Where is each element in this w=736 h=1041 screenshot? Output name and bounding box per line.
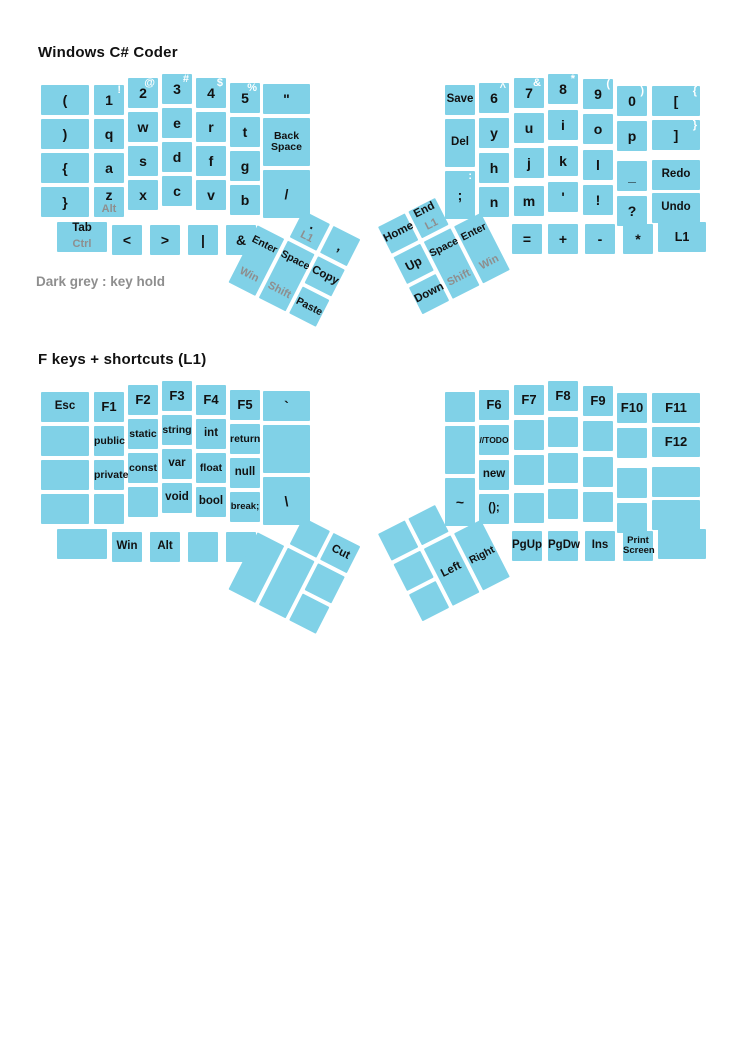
- key-shift-label: {: [692, 85, 697, 97]
- key-tap-label: Space: [278, 247, 312, 273]
- key-tap-label: const: [128, 461, 157, 474]
- key-tap-label: (: [62, 91, 68, 108]
- key-tap-label: Undo: [661, 201, 691, 214]
- key-pgdw: [548, 531, 578, 561]
- key-f1: [94, 392, 124, 422]
- key-blank: [514, 420, 544, 450]
- key-tap-label: int: [203, 427, 219, 440]
- key-l1: [658, 222, 706, 252]
- key-tap-label: [: [673, 92, 679, 109]
- key-tap-label: }: [62, 193, 68, 210]
- key-blank: [617, 428, 647, 458]
- key-tap-label: private: [94, 468, 129, 481]
- key-blank: [128, 487, 158, 517]
- key-redo: [652, 160, 700, 190]
- key-k: [548, 146, 578, 176]
- key-tap-label: Tab: [72, 222, 92, 234]
- key-blank: [41, 460, 89, 490]
- key-p: [617, 121, 647, 151]
- key-1: [94, 85, 124, 115]
- key-4: [196, 78, 226, 108]
- key-open-paren: [41, 85, 89, 115]
- key-d: [162, 142, 192, 172]
- key-shift-label: }: [692, 119, 697, 131]
- key-static: [128, 419, 158, 449]
- key-save: [445, 85, 475, 115]
- key-8: [548, 74, 578, 104]
- key-tap-label: i: [561, 116, 565, 133]
- key-tap-label: ?: [627, 202, 637, 219]
- key-shift-label: !: [117, 84, 121, 96]
- key-new: [479, 460, 509, 490]
- key-f8: [548, 381, 578, 411]
- key-shift-label: ): [640, 85, 644, 97]
- key-o: [583, 114, 613, 144]
- key-quote: [263, 84, 310, 114]
- key-blank: [617, 468, 647, 498]
- key-tap-label: 5: [241, 89, 249, 106]
- key-tap-label: {: [62, 159, 68, 176]
- key-tap-label: .: [307, 216, 319, 233]
- key-asterisk: [623, 224, 653, 254]
- key-blank: [548, 417, 578, 447]
- key-tap-label: n: [489, 193, 499, 210]
- key-f10: [617, 393, 647, 423]
- key-tap-label: Left: [439, 559, 464, 580]
- layer-title-fkeys: F keys + shortcuts (L1): [38, 351, 207, 368]
- key-tap-label: F12: [664, 434, 688, 450]
- key-tilde: [445, 478, 475, 526]
- key-shift-label: *: [570, 73, 575, 85]
- key-alt: [150, 532, 180, 562]
- key-tap-label: 2: [139, 84, 147, 101]
- key-blank: [514, 455, 544, 485]
- key-exclamation: [583, 185, 613, 215]
- key-tap-label: Del: [451, 136, 469, 149]
- key-tap-label: p: [627, 127, 637, 144]
- key-tap-label: F7: [521, 392, 537, 408]
- key-tap-label: Space: [427, 234, 461, 260]
- key-f12: [652, 427, 700, 457]
- key-tap-label: b: [240, 191, 250, 208]
- key-tap-label: l: [596, 156, 600, 173]
- key-tap-label: Home: [381, 219, 416, 245]
- key-close-paren: [41, 119, 89, 149]
- key-tap-label: u: [524, 119, 534, 136]
- key-tap-label: g: [240, 157, 250, 174]
- key-tap-label: 0: [628, 92, 636, 109]
- key-e: [162, 108, 192, 138]
- key-tap-label: s: [139, 152, 147, 169]
- key-shift-label: #: [182, 73, 189, 85]
- key-tap-label: ;: [457, 186, 463, 203]
- key-tap-label: =: [522, 230, 532, 247]
- key-tap-label: F8: [555, 388, 571, 404]
- key-close-brace: [41, 187, 89, 217]
- key-tap-label: F4: [203, 392, 219, 408]
- key-blank: [658, 529, 706, 559]
- key-j: [514, 148, 544, 178]
- key-equals: [512, 224, 542, 254]
- key-tap-label: End: [411, 199, 437, 221]
- key-m: [514, 186, 544, 216]
- key-private: [94, 460, 129, 490]
- key-shift-label: $: [216, 77, 223, 89]
- key-tap-label: !: [595, 191, 601, 208]
- key-tap-label: 6: [490, 89, 498, 106]
- key-7: [514, 78, 544, 108]
- key-tap-label: F5: [237, 397, 253, 413]
- key-f5: [230, 390, 260, 420]
- key-blank: [263, 425, 310, 473]
- key-tap-label: w: [137, 118, 149, 135]
- key-tap-label: ~: [455, 493, 465, 510]
- key-ins: [585, 531, 615, 561]
- key-tap-label: 9: [594, 85, 602, 102]
- key-win: [112, 532, 142, 562]
- key-shift-label: @: [144, 77, 155, 89]
- key-z: [94, 187, 124, 217]
- key-blank: [94, 494, 124, 524]
- key-print-screen: [623, 531, 653, 561]
- key-tap-label: bool: [198, 495, 224, 508]
- key-blank: [583, 457, 613, 487]
- key-tap-label: e: [173, 114, 181, 131]
- key-public: [94, 426, 124, 456]
- key-tap-label: |: [201, 231, 205, 248]
- key-tap-label: float: [199, 461, 223, 474]
- key-pgup: [512, 531, 542, 561]
- key-blank: [41, 426, 89, 456]
- key-blank: [652, 467, 700, 497]
- key-f3: [162, 381, 192, 411]
- key-tap-label: q: [104, 125, 114, 142]
- key-tap-label: Esc: [54, 400, 76, 413]
- key-x: [128, 180, 158, 210]
- key-tap-label: m: [522, 192, 536, 209]
- key-esc: [41, 392, 89, 422]
- key-tap-label: Win: [116, 540, 138, 553]
- legend-note: Dark grey : key hold: [36, 274, 166, 289]
- key-tap-label: f: [208, 152, 214, 169]
- key-tap-label: ): [62, 125, 68, 142]
- key-break: [230, 492, 260, 522]
- key-tap-label: x: [139, 186, 147, 203]
- key-shift-label: (: [606, 78, 610, 90]
- key-tap-label: 3: [173, 80, 181, 97]
- key-tap-label: o: [593, 120, 603, 137]
- key-var: [162, 449, 192, 479]
- key-blank: [41, 494, 89, 524]
- key-blank: [652, 500, 700, 530]
- key-close-bracket: [652, 120, 700, 150]
- key-tap-label: Down: [412, 280, 446, 306]
- key-f9: [583, 386, 613, 416]
- key-r: [196, 112, 226, 142]
- key-s: [128, 146, 158, 176]
- key-n: [479, 187, 509, 217]
- key-blank: [514, 493, 544, 523]
- key-tap-label: return: [230, 432, 261, 445]
- key-tap-label: F2: [135, 392, 151, 408]
- key-5: [230, 83, 260, 113]
- key-const: [128, 453, 158, 483]
- key-blank: [57, 529, 107, 559]
- key-blank: [583, 492, 613, 522]
- key-tap-label: >: [160, 231, 170, 248]
- key-tap-label: 1: [105, 91, 113, 108]
- key-blank: [617, 503, 647, 533]
- key-f7: [514, 385, 544, 415]
- key-shift-label: &: [533, 77, 541, 89]
- key-blank: [548, 453, 578, 483]
- key-y: [479, 118, 509, 148]
- key-todo-comment: [479, 425, 509, 455]
- key-a: [94, 153, 124, 183]
- key-backtick: [263, 391, 310, 421]
- key-tap-label: //TODO: [479, 434, 509, 445]
- key-hold-label: Ctrl: [72, 238, 92, 250]
- key-2: [128, 78, 158, 108]
- key-open-bracket: [652, 86, 700, 116]
- key-i: [548, 110, 578, 140]
- key-blank: [548, 489, 578, 519]
- key-tap-label: k: [559, 152, 567, 169]
- key-hold-label: L1: [298, 228, 316, 246]
- key-return: [230, 424, 260, 454]
- key-tap-label: static: [129, 427, 157, 440]
- key-f2: [128, 385, 158, 415]
- layer-title-base: Windows C# Coder: [38, 44, 178, 61]
- key-pipe: [188, 225, 218, 255]
- key-tap-label: PgDw: [548, 539, 580, 552]
- key-g: [230, 151, 260, 181]
- key-tap-label: ": [283, 90, 290, 107]
- key-tap-label: Up: [402, 253, 425, 274]
- key-tap-label: *: [635, 230, 641, 247]
- key-tap-label: Redo: [661, 168, 691, 181]
- key-tap-label: z: [105, 187, 113, 203]
- key-tap-label: null: [234, 466, 256, 479]
- key-tap-label: \: [284, 492, 289, 509]
- key-0: [617, 86, 647, 116]
- key-blank: [445, 392, 475, 422]
- key-tap-label: public: [94, 434, 125, 447]
- key-hold-label: L1: [423, 216, 441, 233]
- key-tap-label: Copy: [309, 263, 341, 288]
- key-tap-label: _: [628, 167, 636, 184]
- key-tap-label: var: [168, 457, 186, 470]
- key-shift-label: %: [247, 82, 257, 94]
- key-tap-label: ]: [673, 126, 679, 143]
- key-6: [479, 83, 509, 113]
- key-tap-label: c: [173, 182, 181, 199]
- key-tap-label: j: [527, 154, 531, 171]
- key-tap-label: F11: [665, 400, 687, 416]
- key-blank: [583, 421, 613, 451]
- key-9: [583, 79, 613, 109]
- key-less-than: [112, 225, 142, 255]
- key-void: [162, 483, 192, 513]
- key-tap-label: /: [284, 185, 289, 202]
- key-tap-label: F3: [169, 388, 185, 404]
- key-hold-label: Shift: [265, 279, 294, 302]
- key-3: [162, 74, 192, 104]
- key-v: [196, 180, 226, 210]
- key-tap-label: L1: [674, 229, 690, 244]
- key-tap-label: 4: [207, 84, 215, 101]
- key-tap-label: &: [235, 231, 247, 248]
- key-tap-label: 7: [525, 84, 533, 101]
- key-blank: [445, 426, 475, 474]
- key-bool: [196, 487, 226, 517]
- key-tap-label: string: [162, 423, 192, 436]
- key-underscore: [617, 161, 647, 191]
- key-tap-label: Print Screen: [623, 535, 655, 556]
- key-tap-label: y: [490, 124, 498, 141]
- key-f4: [196, 385, 226, 415]
- key-shift-label: ^: [499, 82, 506, 94]
- key-tap-label: Cut: [329, 542, 352, 562]
- key-tap-label: Alt: [157, 540, 173, 553]
- key-hold-label: Win: [237, 264, 261, 285]
- key-tap-label: PgUp: [512, 539, 543, 552]
- key-undo: [652, 193, 700, 223]
- key-int: [196, 419, 226, 449]
- key-l: [583, 150, 613, 180]
- key-tap-label: Back Space: [271, 130, 302, 153]
- key-tap-label: a: [105, 159, 113, 176]
- key-tap-label: `: [284, 397, 289, 414]
- key-f: [196, 146, 226, 176]
- key-minus: [585, 224, 615, 254]
- key-question: [617, 196, 647, 226]
- key-back-space: [263, 118, 310, 166]
- key-tap-label: F1: [101, 399, 117, 415]
- key-tap-label: F9: [590, 393, 606, 409]
- key-shift-label: :: [468, 170, 472, 182]
- key-tap-label: h: [489, 159, 499, 176]
- key-hold-label: Shift: [445, 266, 473, 289]
- key-f11: [652, 393, 700, 423]
- key-tap-label: d: [172, 148, 182, 165]
- key-float: [196, 453, 226, 483]
- key-tap-label: 8: [559, 80, 567, 97]
- key-u: [514, 113, 544, 143]
- key-tap-label: Enter: [459, 220, 489, 244]
- key-tap-label: Save: [446, 93, 474, 106]
- key-tab: [57, 222, 107, 252]
- key-tap-label: r: [208, 118, 214, 135]
- key-t: [230, 117, 260, 147]
- key-apostrophe: [548, 182, 578, 212]
- key-parens-semicolon: [479, 494, 509, 524]
- key-tap-label: <: [122, 231, 132, 248]
- key-tap-label: Right: [467, 543, 497, 567]
- key-tap-label: v: [207, 186, 215, 203]
- key-tap-label: ();: [488, 502, 500, 515]
- key-tap-label: void: [165, 491, 189, 504]
- key-del: [445, 119, 475, 167]
- key-greater-than: [150, 225, 180, 255]
- key-c: [162, 176, 192, 206]
- key-tap-label: -: [597, 230, 603, 247]
- key-hold-label: Win: [477, 252, 501, 273]
- key-tap-label: new: [482, 468, 506, 481]
- key-string: [162, 415, 192, 445]
- key-b: [230, 185, 260, 215]
- key-tap-label: ': [561, 188, 565, 205]
- key-tap-label: Paste: [294, 294, 325, 319]
- key-tap-label: ,: [334, 237, 346, 254]
- key-tap-label: F6: [486, 397, 502, 413]
- key-tap-label: t: [242, 123, 248, 140]
- key-h: [479, 153, 509, 183]
- key-tap-label: break;: [230, 501, 260, 513]
- key-tap-label: F10: [620, 400, 644, 416]
- key-tap-label: Enter: [249, 233, 280, 257]
- key-f6: [479, 390, 509, 420]
- key-blank: [188, 532, 218, 562]
- key-w: [128, 112, 158, 142]
- key-tap-label: +: [558, 230, 568, 247]
- key-open-brace: [41, 153, 89, 183]
- key-plus: [548, 224, 578, 254]
- key-null: [230, 458, 260, 488]
- key-tap-label: Ins: [591, 539, 609, 552]
- key-hold-label: Alt: [101, 203, 117, 215]
- key-semicolon: [445, 171, 475, 219]
- key-q: [94, 119, 124, 149]
